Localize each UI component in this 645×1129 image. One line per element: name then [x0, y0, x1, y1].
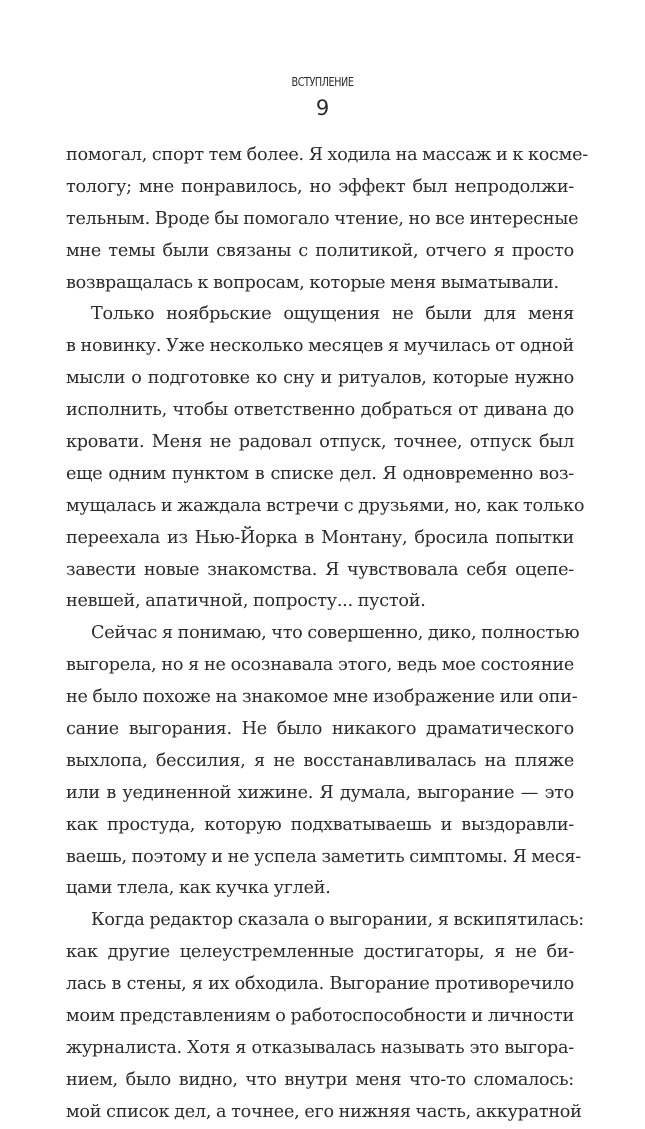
text-line: помогал, спорт тем более. Я ходила на массаж и к космe- [66, 145, 588, 165]
text-line: сание выгорания. Не было никакого драматического [66, 719, 574, 740]
text-line: мой список дел, а точнее, его нижняя часть, аккуратной [66, 1101, 582, 1122]
text-line: моим представлениям о работоспособности и личности [66, 1006, 574, 1027]
text-line: ваешь, поэтому и не успела заметить симптомы. Я меся- [66, 846, 581, 867]
text-line: еще одним пунктом в списке дел. Я одновременно воз- [66, 463, 574, 484]
text-line: как другие целеустремленные достигаторы, я не би- [66, 942, 574, 963]
text-line: как простуда, которую подхватываешь и выздоравли- [66, 814, 574, 835]
text-line: нием, было видно, что внутри меня что-то сломалось: [66, 1069, 574, 1090]
text-line: тологу; мне понравилось, но эффект был непродолжи- [66, 176, 574, 197]
text-line: выхлопа, бессилия, я не восстанавливалась на пляже [66, 750, 574, 771]
text-line: лась в стены, я их обходила. Выгорание противоречило [66, 974, 574, 995]
text-line: тельным. Вроде бы помогало чтение, но все интересные [66, 208, 579, 229]
text-line: цами тлела, как кучка углей. [66, 878, 331, 899]
text-line: мущалась и жаждала встречи с друзьями, но, как только [66, 495, 585, 516]
text-line: Только ноябрьские ощущения не были для меня [91, 304, 574, 325]
text-line: или в уединенной хижине. Я думала, выгорание — это [66, 782, 574, 803]
text-line: переехала из Нью-Йорка в Монтану, бросила попытки [66, 527, 574, 548]
page-number: 9 [315, 96, 330, 120]
text-line: мне темы были связаны с политикой, отчего я просто [66, 240, 574, 261]
text-line: исполнить, чтобы ответственно добраться от дивана до [66, 400, 574, 421]
text-line: в новинку. Уже несколько месяцев я мучилась от одной [66, 336, 574, 357]
text-line: Когда редактор сказала о выгорании, я вскипятилась: [91, 910, 584, 931]
running-head: ВСТУПЛЕНИЕ [291, 75, 354, 89]
text-line: Сейчас я понимаю, что совершенно, дико, полностью [91, 623, 580, 644]
text-line: мысли о подготовке ко сну и ритуалов, которые нужно [66, 368, 574, 389]
text-line: журналиста. Хотя я отказывалась называть это выгора- [66, 1037, 574, 1058]
text-line: невшей, апатичной, попросту... пустой. [66, 591, 426, 612]
text-line: возвращалась к вопросам, которые меня выматывали. [66, 272, 559, 293]
text-line: кровати. Меня не радовал отпуск, точнее, отпуск был [66, 432, 574, 453]
text-line: завести новые знакомства. Я чувствовала себя оцепе- [66, 559, 574, 580]
text-line: выгорела, но я не осознавала этого, ведь мое состояние [66, 655, 574, 676]
text-line: не было похоже на знакомое мне изображение или опи- [66, 687, 578, 708]
body-text [66, 140, 588, 1129]
